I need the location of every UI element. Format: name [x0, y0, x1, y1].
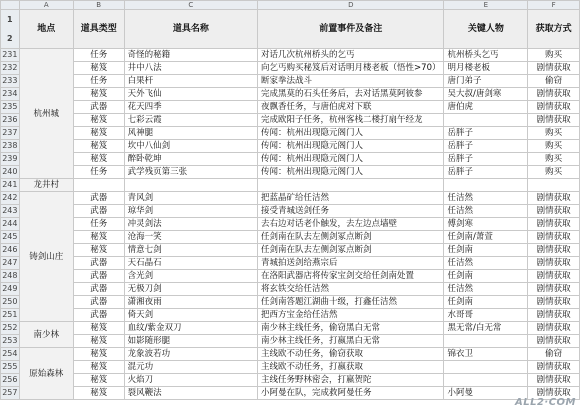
- item-type-cell[interactable]: 武器: [73, 101, 124, 114]
- key-person-cell[interactable]: 任洁然: [444, 205, 528, 218]
- header-item-type[interactable]: 道具类型: [73, 10, 124, 49]
- key-person-cell[interactable]: [444, 335, 528, 348]
- column-header-f[interactable]: F: [528, 1, 580, 10]
- obtain-method-cell[interactable]: 剧情获取: [528, 244, 580, 257]
- table-row: [1, 374, 580, 387]
- key-person-cell[interactable]: 任剑南: [444, 296, 528, 309]
- item-name-cell[interactable]: [124, 179, 257, 192]
- table-row: [1, 335, 580, 348]
- table-row: [1, 166, 580, 179]
- table-row: [1, 218, 580, 231]
- row-number[interactable]: 251: [1, 309, 20, 322]
- item-name-cell[interactable]: 如影随形腿: [124, 335, 257, 348]
- key-person-cell[interactable]: 锦衣卫: [444, 348, 528, 361]
- key-person-cell[interactable]: 水哥哥: [444, 309, 528, 322]
- header-obtain-method[interactable]: 获取方式: [528, 10, 580, 49]
- row-number[interactable]: 242: [1, 192, 20, 205]
- item-name-cell[interactable]: 青风剑: [124, 192, 257, 205]
- header-key-person[interactable]: 关键人物: [444, 10, 528, 49]
- key-person-cell[interactable]: 岳胖子: [444, 127, 528, 140]
- row-number[interactable]: 247: [1, 257, 20, 270]
- prerequisite-cell[interactable]: 完成欧阳子任务，杭州客栈二楼打扇午经龙: [258, 114, 444, 127]
- key-person-cell[interactable]: 小阿曼: [444, 387, 528, 400]
- row-number[interactable]: 238: [1, 140, 20, 153]
- item-type-cell[interactable]: 秘笈: [73, 387, 124, 400]
- item-name-cell[interactable]: 七彩云霞: [124, 114, 257, 127]
- row-number[interactable]: 250: [1, 296, 20, 309]
- prerequisite-cell[interactable]: 任剑南答题江湖曲十级，打鑫任洁然: [258, 296, 444, 309]
- prerequisite-cell[interactable]: 完成黑莫的石头任务后，去对话黑莫阿彼参: [258, 88, 444, 101]
- obtain-method-cell[interactable]: 剧情获取: [528, 218, 580, 231]
- item-type-cell[interactable]: 武器: [73, 192, 124, 205]
- obtain-method-cell[interactable]: 剧情获取: [528, 309, 580, 322]
- row-number[interactable]: 248: [1, 270, 20, 283]
- obtain-method-cell[interactable]: [528, 179, 580, 192]
- obtain-method-cell[interactable]: 剧情获取: [528, 361, 580, 374]
- table-row: [1, 283, 580, 296]
- obtain-method-cell[interactable]: 购买: [528, 49, 580, 62]
- row-number[interactable]: 241: [1, 179, 20, 192]
- item-type-cell[interactable]: 秘笈: [73, 244, 124, 257]
- column-header-e[interactable]: E: [444, 1, 528, 10]
- prerequisite-cell[interactable]: 向乞丐购买秘笈后对话明月楼老板（悟性>70）: [258, 62, 444, 75]
- item-type-cell[interactable]: 任务: [73, 166, 124, 179]
- item-type-cell[interactable]: 秘笈: [73, 140, 124, 153]
- table-row: [1, 153, 580, 166]
- column-header-b[interactable]: B: [73, 1, 124, 10]
- row-number[interactable]: 244: [1, 218, 20, 231]
- prerequisite-cell[interactable]: 青城拍送剑给燕宗后: [258, 257, 444, 270]
- prerequisite-cell[interactable]: 任剑南在队去左侧剑冢点断剑: [258, 231, 444, 244]
- key-person-cell[interactable]: 明月楼老板: [444, 62, 528, 75]
- obtain-method-cell[interactable]: 偷窃: [528, 75, 580, 88]
- prerequisite-cell[interactable]: 将玄铁交给任洁然: [258, 283, 444, 296]
- obtain-method-cell[interactable]: 购买: [528, 127, 580, 140]
- obtain-method-cell[interactable]: 购买: [528, 153, 580, 166]
- item-type-cell[interactable]: 武器: [73, 283, 124, 296]
- item-name-cell[interactable]: 坎中八仙剑: [124, 140, 257, 153]
- prerequisite-cell[interactable]: 传闻：杭州出现隐元阁门人: [258, 153, 444, 166]
- item-type-cell[interactable]: 秘笈: [73, 114, 124, 127]
- key-person-cell[interactable]: 岳胖子: [444, 166, 528, 179]
- key-person-cell[interactable]: 唐伯虎: [444, 101, 528, 114]
- table-row: [1, 361, 580, 374]
- row-number[interactable]: 254: [1, 348, 20, 361]
- site-watermark: ALL2·COM: [514, 397, 576, 408]
- item-type-cell[interactable]: 秘笈: [73, 88, 124, 101]
- prerequisite-cell[interactable]: 对话几次杭州桥头的乞丐: [258, 49, 444, 62]
- item-type-cell[interactable]: 秘笈: [73, 361, 124, 374]
- column-header-a[interactable]: A: [19, 1, 73, 10]
- key-person-cell[interactable]: 岳胖子: [444, 140, 528, 153]
- table-row: [1, 231, 580, 244]
- item-name-cell[interactable]: 花天四季: [124, 101, 257, 114]
- row-header[interactable]: 1 2: [1, 10, 20, 49]
- prerequisite-cell[interactable]: 主线欧不动任务，打嬴获取: [258, 361, 444, 374]
- row-number[interactable]: 249: [1, 283, 20, 296]
- item-type-cell[interactable]: 任务: [73, 75, 124, 88]
- table-row: [1, 62, 580, 75]
- location-cell[interactable]: 南少林: [19, 322, 73, 348]
- item-name-cell[interactable]: 武学残页第三张: [124, 166, 257, 179]
- obtain-method-cell[interactable]: 剧情获取: [528, 270, 580, 283]
- item-name-cell[interactable]: 琼华剑: [124, 205, 257, 218]
- table-row: [1, 322, 580, 335]
- item-type-cell[interactable]: [73, 179, 124, 192]
- prerequisite-cell[interactable]: 把蓝晶矿给任洁然: [258, 192, 444, 205]
- table-row: [1, 101, 580, 114]
- item-name-cell[interactable]: 火焰刀: [124, 374, 257, 387]
- prerequisite-cell[interactable]: 主线欧不动任务，偷窃获取: [258, 348, 444, 361]
- key-person-cell[interactable]: 任洁然: [444, 283, 528, 296]
- prerequisite-cell[interactable]: 南少林主线任务，打嬴黑白无常: [258, 335, 444, 348]
- obtain-method-cell[interactable]: 剧情获取: [528, 322, 580, 335]
- table-row: [1, 244, 580, 257]
- table-row: [1, 179, 580, 192]
- prerequisite-cell[interactable]: 去右边对话老仆触发，去左边点墙壁: [258, 218, 444, 231]
- key-person-cell[interactable]: [444, 114, 528, 127]
- row-number[interactable]: 245: [1, 231, 20, 244]
- item-name-cell[interactable]: 奇怪的秘籍: [124, 49, 257, 62]
- prerequisite-cell[interactable]: 传闻：杭州出现隐元阁门人: [258, 140, 444, 153]
- key-person-cell[interactable]: 岳胖子: [444, 153, 528, 166]
- table-row: [1, 75, 580, 88]
- header-location[interactable]: 地点: [19, 10, 73, 49]
- table-row: [1, 49, 580, 62]
- table-row: [1, 114, 580, 127]
- obtain-method-cell[interactable]: 购买: [528, 166, 580, 179]
- prerequisite-cell[interactable]: 夜飘香任务，与唐伯虎对下联: [258, 101, 444, 114]
- table-row: [1, 348, 580, 361]
- item-name-cell[interactable]: 天石晶石: [124, 257, 257, 270]
- item-type-cell[interactable]: 秘笈: [73, 374, 124, 387]
- key-person-cell[interactable]: 任剑南/萧萱: [444, 231, 528, 244]
- obtain-method-cell[interactable]: 剧情获取: [528, 335, 580, 348]
- item-type-cell[interactable]: 秘笈: [73, 335, 124, 348]
- item-type-cell[interactable]: 秘笈: [73, 62, 124, 75]
- item-name-cell[interactable]: 混元功: [124, 361, 257, 374]
- key-person-cell[interactable]: 傅剑寒: [444, 218, 528, 231]
- location-cell[interactable]: 铸剑山庄: [19, 192, 73, 322]
- item-type-cell[interactable]: 武器: [73, 257, 124, 270]
- row-number[interactable]: 255: [1, 361, 20, 374]
- row-number[interactable]: 257: [1, 387, 20, 400]
- prerequisite-cell[interactable]: 小阿曼在队，完成救阿曼任务: [258, 387, 444, 400]
- prerequisite-cell[interactable]: 断家拳法战斗: [258, 75, 444, 88]
- location-cell[interactable]: 龙井村: [19, 179, 73, 192]
- location-cell[interactable]: 原始森林: [19, 348, 73, 400]
- obtain-method-cell[interactable]: 剧情获取: [528, 101, 580, 114]
- prerequisite-cell[interactable]: 把西方宝金给任洁然: [258, 309, 444, 322]
- item-name-cell[interactable]: 白果杆: [124, 75, 257, 88]
- table-row: [1, 88, 580, 101]
- row-number[interactable]: 237: [1, 127, 20, 140]
- obtain-method-cell[interactable]: 剧情获取: [528, 257, 580, 270]
- table-row: [1, 296, 580, 309]
- row-number[interactable]: 256: [1, 374, 20, 387]
- item-type-cell[interactable]: 武器: [73, 296, 124, 309]
- obtain-method-cell[interactable]: 剧情获取: [528, 205, 580, 218]
- item-name-cell[interactable]: 冲灵剑法: [124, 218, 257, 231]
- item-type-cell[interactable]: 武器: [73, 205, 124, 218]
- item-name-cell[interactable]: 风神腿: [124, 127, 257, 140]
- key-person-cell[interactable]: 唐门弟子: [444, 75, 528, 88]
- select-all-corner[interactable]: [1, 1, 20, 10]
- row-number[interactable]: 240: [1, 166, 20, 179]
- column-letters-row: [1, 1, 580, 10]
- prerequisite-cell[interactable]: [258, 179, 444, 192]
- item-name-cell[interactable]: 含光剑: [124, 270, 257, 283]
- item-name-cell[interactable]: 醉卧乾坤: [124, 153, 257, 166]
- item-name-cell[interactable]: 天外飞仙: [124, 88, 257, 101]
- location-cell[interactable]: 杭州城: [19, 49, 73, 179]
- obtain-method-cell[interactable]: 购买: [528, 140, 580, 153]
- table-row: [1, 192, 580, 205]
- obtain-method-cell[interactable]: 剧情获取: [528, 88, 580, 101]
- item-name-cell[interactable]: 血纹/紫金双刀: [124, 322, 257, 335]
- row-number[interactable]: 234: [1, 88, 20, 101]
- item-name-cell[interactable]: 无极刀剑: [124, 283, 257, 296]
- item-type-cell[interactable]: 秘笈: [73, 322, 124, 335]
- row-number[interactable]: 231: [1, 49, 20, 62]
- row-number[interactable]: 232: [1, 62, 20, 75]
- obtain-method-cell[interactable]: 剧情获取: [528, 114, 580, 127]
- item-type-cell[interactable]: 秘笈: [73, 231, 124, 244]
- obtain-method-cell[interactable]: 偷窃: [528, 348, 580, 361]
- item-type-cell[interactable]: 任务: [73, 49, 124, 62]
- key-person-cell[interactable]: 任洁然: [444, 192, 528, 205]
- key-person-cell[interactable]: 吴大叔/唐剑寒: [444, 88, 528, 101]
- key-person-cell[interactable]: [444, 374, 528, 387]
- prerequisite-cell[interactable]: 任剑南在队去左侧剑冢点断剑: [258, 244, 444, 257]
- header-prerequisite[interactable]: 前置事件及备注: [258, 10, 444, 49]
- table-row: [1, 140, 580, 153]
- item-type-cell[interactable]: 秘笈: [73, 153, 124, 166]
- column-header-c[interactable]: C: [124, 1, 257, 10]
- item-type-cell[interactable]: 任务: [73, 218, 124, 231]
- obtain-method-cell[interactable]: 剧情获取: [528, 62, 580, 75]
- item-name-cell[interactable]: 龙象波若功: [124, 348, 257, 361]
- item-name-cell[interactable]: 情意七剑: [124, 244, 257, 257]
- key-person-cell[interactable]: [444, 361, 528, 374]
- obtain-method-cell[interactable]: 剧情获取: [528, 231, 580, 244]
- table-row: [1, 309, 580, 322]
- row-number[interactable]: 235: [1, 101, 20, 114]
- table-row: [1, 257, 580, 270]
- table-row: [1, 127, 580, 140]
- row-number[interactable]: 252: [1, 322, 20, 335]
- prerequisite-cell[interactable]: 传闻：杭州出现隐元阁门人: [258, 166, 444, 179]
- item-name-cell[interactable]: 潇湘夜雨: [124, 296, 257, 309]
- item-name-cell[interactable]: 倚天剑: [124, 309, 257, 322]
- row-number[interactable]: 246: [1, 244, 20, 257]
- header-row: [1, 10, 580, 49]
- row-number[interactable]: 253: [1, 335, 20, 348]
- prerequisite-cell[interactable]: 主线任务野林密会，打嬴贺陀: [258, 374, 444, 387]
- item-type-cell[interactable]: 武器: [73, 270, 124, 283]
- item-type-cell[interactable]: 秘笈: [73, 348, 124, 361]
- item-name-cell[interactable]: 裂风鞭法: [124, 387, 257, 400]
- obtain-method-cell[interactable]: 剧情获取: [528, 387, 580, 400]
- item-name-cell[interactable]: 井中八法: [124, 62, 257, 75]
- key-person-cell[interactable]: 任洁然: [444, 257, 528, 270]
- table-row: [1, 205, 580, 218]
- item-type-cell[interactable]: 武器: [73, 309, 124, 322]
- row-number[interactable]: 233: [1, 75, 20, 88]
- prerequisite-cell[interactable]: 传闻：杭州出现隐元阁门人: [258, 127, 444, 140]
- obtain-method-cell[interactable]: 剧情获取: [528, 192, 580, 205]
- prerequisite-cell[interactable]: 南少林主线任务，偷窃黑白无常: [258, 322, 444, 335]
- row-number[interactable]: 239: [1, 153, 20, 166]
- key-person-cell[interactable]: 任剑南: [444, 270, 528, 283]
- key-person-cell[interactable]: 杭州桥头乞丐: [444, 49, 528, 62]
- table-row: [1, 270, 580, 283]
- column-header-d[interactable]: D: [258, 1, 444, 10]
- obtain-method-cell[interactable]: 剧情获取: [528, 283, 580, 296]
- key-person-cell[interactable]: 黑无常/白无常: [444, 322, 528, 335]
- row-number[interactable]: 236: [1, 114, 20, 127]
- prerequisite-cell[interactable]: 在洛阳武器店将传家宝剑交给任剑南处置: [258, 270, 444, 283]
- header-item-name[interactable]: 道具名称: [124, 10, 257, 49]
- prerequisite-cell[interactable]: 接受青城送剑任务: [258, 205, 444, 218]
- obtain-method-cell[interactable]: 剧情获取: [528, 296, 580, 309]
- item-type-cell[interactable]: 秘笈: [73, 127, 124, 140]
- obtain-method-cell[interactable]: 剧情获取: [528, 374, 580, 387]
- table-row: [1, 387, 580, 400]
- item-name-cell[interactable]: 沧海一笑: [124, 231, 257, 244]
- key-person-cell[interactable]: 任剑南: [444, 244, 528, 257]
- key-person-cell[interactable]: [444, 179, 528, 192]
- row-number[interactable]: 243: [1, 205, 20, 218]
